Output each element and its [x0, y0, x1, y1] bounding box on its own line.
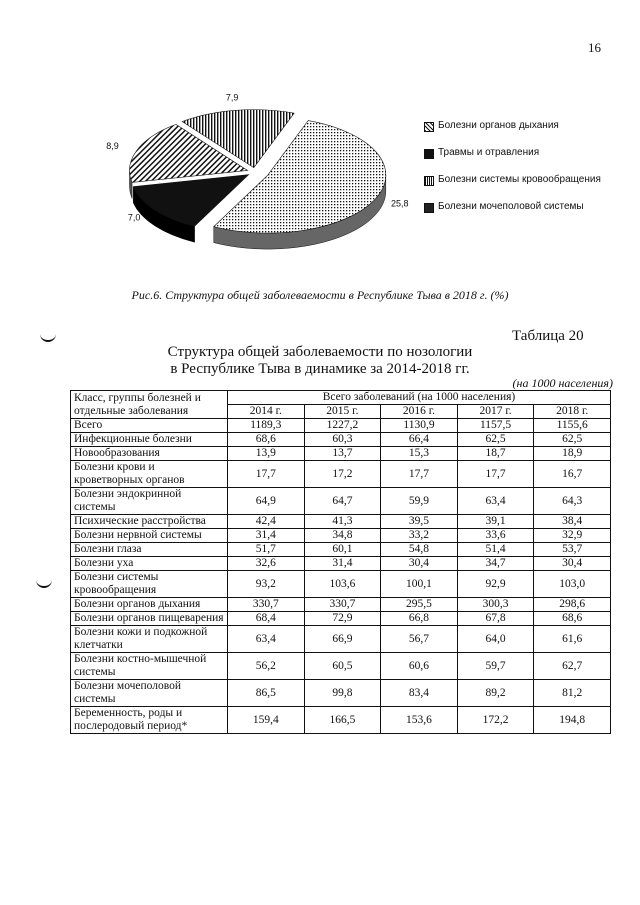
page-number: 16 [588, 40, 601, 55]
row-name: Болезни нервной системы [71, 529, 228, 543]
row-value: 17,7 [228, 461, 305, 488]
table-body [71, 419, 611, 734]
table-row [71, 543, 611, 557]
morbidity-table [70, 390, 611, 734]
table-unit: (на 1000 населения) [512, 376, 613, 390]
row-name: Инфекционные болезни [71, 433, 228, 447]
table-row [71, 419, 611, 433]
row-value: 64,3 [534, 488, 611, 515]
row-value: 298,6 [534, 598, 611, 612]
row-value: 64,0 [457, 626, 534, 653]
row-value: 39,5 [381, 515, 458, 529]
row-value: 61,6 [534, 626, 611, 653]
header-year: 2017 г. [457, 405, 534, 419]
row-value: 39,1 [457, 515, 534, 529]
row-value: 51,7 [228, 543, 305, 557]
legend-label: Болезни мочеполовой системы [438, 201, 584, 212]
row-name: Болезни кожи и подкожной клетчатки [71, 626, 228, 653]
row-value: 33,2 [381, 529, 458, 543]
pie-data-label: 8,9 [106, 140, 119, 151]
pie-chart [100, 90, 420, 270]
row-value: 62,7 [534, 653, 611, 680]
table-row [71, 626, 611, 653]
table-row [71, 653, 611, 680]
row-value: 16,7 [534, 461, 611, 488]
table-row [71, 680, 611, 707]
legend-label: Болезни органов дыхания [438, 120, 559, 131]
legend-label: Травмы и отравления [438, 147, 540, 158]
table-row [71, 612, 611, 626]
row-value: 13,7 [304, 447, 381, 461]
row-value: 62,5 [534, 433, 611, 447]
row-value: 62,5 [457, 433, 534, 447]
header-year: 2018 г. [534, 405, 611, 419]
row-name: Болезни глаза [71, 543, 228, 557]
header-year: 2015 г. [304, 405, 381, 419]
row-value: 172,2 [457, 707, 534, 734]
row-value: 18,9 [534, 447, 611, 461]
row-value: 159,4 [228, 707, 305, 734]
legend-item-genitourinary [424, 199, 624, 215]
margin-mark [36, 580, 52, 588]
pie-data-label: 7,0 [127, 212, 141, 223]
row-value: 59,9 [381, 488, 458, 515]
row-value: 34,7 [457, 557, 534, 571]
row-value: 67,8 [457, 612, 534, 626]
row-name: Всего [71, 419, 228, 433]
legend-item-injuries [424, 145, 624, 161]
header-class: Класс, группы болезней и отдельные заболевания [71, 391, 228, 419]
table-row [71, 447, 611, 461]
table-row [71, 571, 611, 598]
row-value: 34,8 [304, 529, 381, 543]
row-value: 93,2 [228, 571, 305, 598]
row-name: Беременность, роды и послеродовый период* [71, 707, 228, 734]
table-title-line: в Республике Тыва в динамике за 2014-2018 гг. [170, 361, 470, 377]
row-value: 42,4 [228, 515, 305, 529]
row-name: Новообразования [71, 447, 228, 461]
row-value: 330,7 [304, 598, 381, 612]
row-value: 32,6 [228, 557, 305, 571]
row-value: 1189,3 [228, 419, 305, 433]
row-name: Болезни костно-мышечной системы [71, 653, 228, 680]
row-value: 60,1 [304, 543, 381, 557]
legend-swatch [424, 203, 434, 213]
table-label: Таблица 20 [512, 328, 584, 344]
row-value: 54,8 [381, 543, 458, 557]
row-value: 166,5 [304, 707, 381, 734]
row-value: 99,8 [304, 680, 381, 707]
row-name: Болезни органов пищеварения [71, 612, 228, 626]
legend-swatch [424, 122, 434, 132]
row-value: 30,4 [534, 557, 611, 571]
row-value: 60,3 [304, 433, 381, 447]
table-row [71, 529, 611, 543]
row-value: 1155,6 [534, 419, 611, 433]
row-value: 51,4 [457, 543, 534, 557]
legend-item-respiratory [424, 118, 624, 134]
row-name: Болезни уха [71, 557, 228, 571]
row-value: 33,6 [457, 529, 534, 543]
row-name: Болезни мочеполовой системы [71, 680, 228, 707]
chart-legend [424, 118, 624, 226]
row-value: 66,8 [381, 612, 458, 626]
row-value: 60,5 [304, 653, 381, 680]
row-value: 64,9 [228, 488, 305, 515]
legend-swatch [424, 176, 434, 186]
header-year: 2016 г. [381, 405, 458, 419]
row-value: 15,3 [381, 447, 458, 461]
row-value: 31,4 [304, 557, 381, 571]
row-value: 68,6 [228, 433, 305, 447]
row-value: 153,6 [381, 707, 458, 734]
row-value: 13,9 [228, 447, 305, 461]
row-name: Болезни органов дыхания [71, 598, 228, 612]
legend-item-circulatory [424, 172, 624, 188]
row-value: 53,7 [534, 543, 611, 557]
table-row [71, 557, 611, 571]
row-value: 66,9 [304, 626, 381, 653]
row-value: 31,4 [228, 529, 305, 543]
row-value: 68,6 [534, 612, 611, 626]
row-value: 56,2 [228, 653, 305, 680]
row-value: 89,2 [457, 680, 534, 707]
row-value: 17,7 [457, 461, 534, 488]
row-value: 1157,5 [457, 419, 534, 433]
row-name: Болезни системы кровообращения [71, 571, 228, 598]
figure-caption: Рис.6. Структура общей заболеваемости в Республике Тыва в 2018 г. (%) [131, 288, 509, 302]
row-value: 194,8 [534, 707, 611, 734]
header-year: 2014 г. [228, 405, 305, 419]
row-value: 81,2 [534, 680, 611, 707]
table-row [71, 707, 611, 734]
table-title-line: Структура общей заболеваемости по нозологии [167, 344, 473, 360]
row-value: 300,3 [457, 598, 534, 612]
row-value: 103,6 [304, 571, 381, 598]
row-value: 103,0 [534, 571, 611, 598]
row-value: 1227,2 [304, 419, 381, 433]
row-value: 30,4 [381, 557, 458, 571]
row-name: Болезни эндокринной системы [71, 488, 228, 515]
row-name: Болезни крови и кроветворных органов [71, 461, 228, 488]
pie-data-label: 25,8 [390, 198, 409, 209]
row-value: 295,5 [381, 598, 458, 612]
row-value: 17,7 [381, 461, 458, 488]
row-value: 83,4 [381, 680, 458, 707]
row-value: 64,7 [304, 488, 381, 515]
row-value: 59,7 [457, 653, 534, 680]
row-value: 92,9 [457, 571, 534, 598]
row-value: 66,4 [381, 433, 458, 447]
row-value: 56,7 [381, 626, 458, 653]
row-value: 17,2 [304, 461, 381, 488]
header-total: Всего заболеваний (на 1000 населения) [228, 391, 611, 405]
row-value: 100,1 [381, 571, 458, 598]
row-value: 1130,9 [381, 419, 458, 433]
table-row [71, 598, 611, 612]
row-value: 330,7 [228, 598, 305, 612]
row-name: Психические расстройства [71, 515, 228, 529]
pie-data-label: 7,9 [225, 92, 239, 103]
table-row [71, 488, 611, 515]
table-row [71, 515, 611, 529]
margin-mark [40, 334, 56, 342]
table-row [71, 433, 611, 447]
row-value: 38,4 [534, 515, 611, 529]
row-value: 86,5 [228, 680, 305, 707]
pie-chart-svg [100, 90, 420, 270]
table-title [0, 344, 640, 378]
row-value: 18,7 [457, 447, 534, 461]
table-row [71, 461, 611, 488]
row-value: 72,9 [304, 612, 381, 626]
row-value: 68,4 [228, 612, 305, 626]
row-value: 63,4 [457, 488, 534, 515]
legend-swatch [424, 149, 434, 159]
row-value: 41,3 [304, 515, 381, 529]
row-value: 60,6 [381, 653, 458, 680]
legend-label: Болезни системы кровообращения [438, 174, 601, 185]
row-value: 63,4 [228, 626, 305, 653]
table-header-row [71, 391, 611, 405]
row-value: 32,9 [534, 529, 611, 543]
